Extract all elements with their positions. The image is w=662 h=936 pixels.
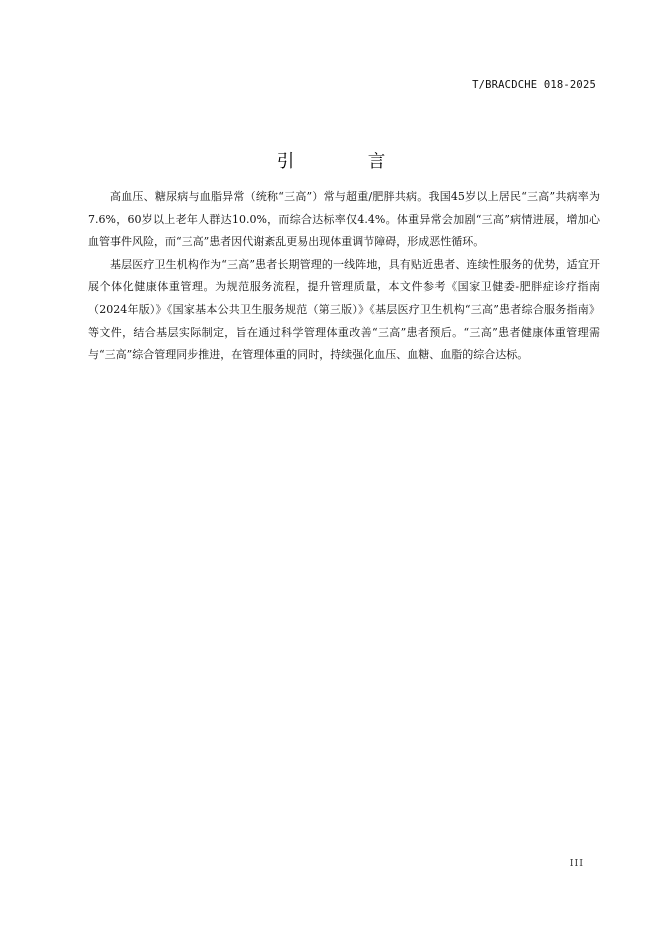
document-code: T/BRACDCHE 018-2025 xyxy=(472,79,596,91)
section-title: 引 言 xyxy=(276,152,414,172)
paragraph: 高血压、糖尿病与血脂异常（统称“三高”）常与超重/肥胖共病。我国45岁以上居民“三高”共病率为7.6%，60岁以上老年人群达10.0%，而综合达标率仅4.4%。体重异常会加剧“三高”病情进展，增加心血管事件风险，而“三高”患者因代谢紊乱更易出现体重调节障碍，形成恶性循环。 xyxy=(88,190,600,249)
page-number: III xyxy=(569,858,584,869)
paragraph: 基层医疗卫生机构作为“三高”患者长期管理的一线阵地，具有贴近患者、连续性服务的优势，适宜开展个体化健康体重管理。为规范服务流程，提升管理质量，本文件参考《国家卫健委-肥胖症诊疗指南（2024年版）》《国家基本公共卫生服务规范（第三版）》《基层医疗卫生机构“三高”患者综合服务指南》等文件，结合基层实际制定，旨在通过科学管理体重改善“三高”患者预后。“三高”患者健康体重管理需与“三高”综合管理同步推进，在管理体重的同时，持续强化血压、血糖、血脂的综合达标。 xyxy=(88,257,600,362)
body-text xyxy=(88,186,600,367)
